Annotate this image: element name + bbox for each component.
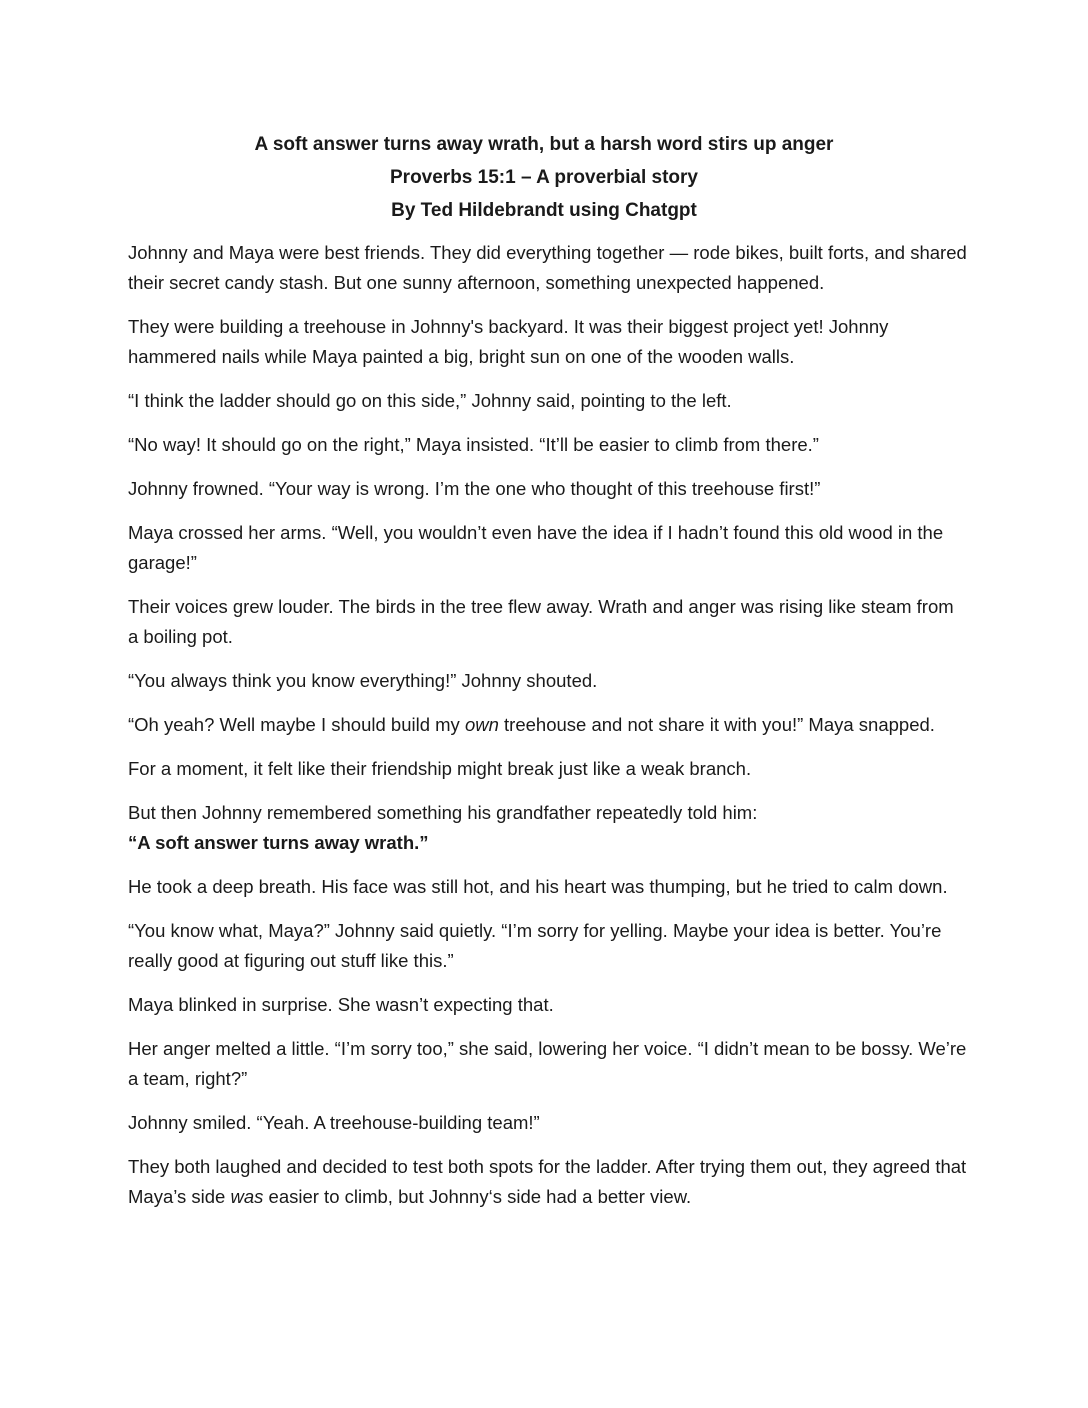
document-title: A soft answer turns away wrath, but a harsh word stirs up anger	[254, 134, 834, 155]
story-paragraph: “No way! It should go on the right,” Maya insisted. “It’ll be easier to climb from there.”	[128, 434, 819, 455]
story-paragraph: “I think the ladder should go on this side,” Johnny said, pointing to the left.	[128, 390, 732, 411]
story-paragraph	[128, 710, 968, 740]
story-emphasis: was	[230, 1186, 264, 1207]
document-header	[0, 128, 1088, 227]
story-paragraph: But then Johnny remembered something his grandfather repeatedly told him:	[128, 802, 758, 823]
story-paragraph: Maya crossed her arms. “Well, you wouldn’t even have the idea if I hadn’t found this old wood in the garage!”	[128, 522, 944, 573]
story-paragraph: Their voices grew louder. The birds in the tree flew away. Wrath and anger was rising like steam from a boiling pot.	[128, 596, 954, 647]
story-emphasis: own	[464, 714, 499, 735]
story-paragraph: He took a deep breath. His face was still hot, and his heart was thumping, but he tried to calm down.	[128, 876, 948, 897]
story-paragraph: Her anger melted a little. “I’m sorry too,” she said, lowering her voice. “I didn’t mean to be bossy. We’re a team, right?”	[128, 1038, 967, 1089]
story-text: “Oh yeah? Well maybe I should build my	[128, 714, 465, 735]
story-body	[128, 238, 968, 1226]
document-byline: By Ted Hildebrandt using Chatgpt	[391, 200, 697, 221]
story-paragraph: Johnny and Maya were best friends. They did everything together — rode bikes, built forts, and shared their secret candy stash. But one sunny afternoon, something unexpected happened.	[128, 242, 967, 293]
story-paragraph: Johnny frowned. “Your way is wrong. I’m the one who thought of this treehouse first!”	[128, 478, 821, 499]
story-paragraph: Johnny smiled. “Yeah. A treehouse-building team!”	[128, 1112, 540, 1133]
story-paragraph: Maya blinked in surprise. She wasn’t expecting that.	[128, 994, 554, 1015]
story-paragraph: They were building a treehouse in Johnny's backyard. It was their biggest project yet! Johnny hammered nails while Maya painted a big, bright sun on one of the wooden walls.	[128, 316, 889, 367]
story-text: treehouse and not share it with you!” Maya snapped.	[498, 714, 935, 735]
proverb-quote: “A soft answer turns away wrath.”	[128, 832, 429, 853]
story-text: easier to climb, but Johnny‘s side had a better view.	[263, 1186, 692, 1207]
document-subtitle: Proverbs 15:1 – A proverbial story	[390, 167, 698, 188]
story-paragraph	[128, 1152, 968, 1212]
story-paragraph: “You know what, Maya?” Johnny said quietly. “I’m sorry for yelling. Maybe your idea is better. You’re really good at figuring out stuff like this.”	[128, 920, 942, 971]
story-paragraph: For a moment, it felt like their friendship might break just like a weak branch.	[128, 758, 752, 779]
story-text: They both laughed and decided to test both spots for the ladder. After trying them out, they agreed that Maya’s side	[128, 1156, 967, 1207]
story-paragraph: “You always think you know everything!” Johnny shouted.	[128, 670, 598, 691]
